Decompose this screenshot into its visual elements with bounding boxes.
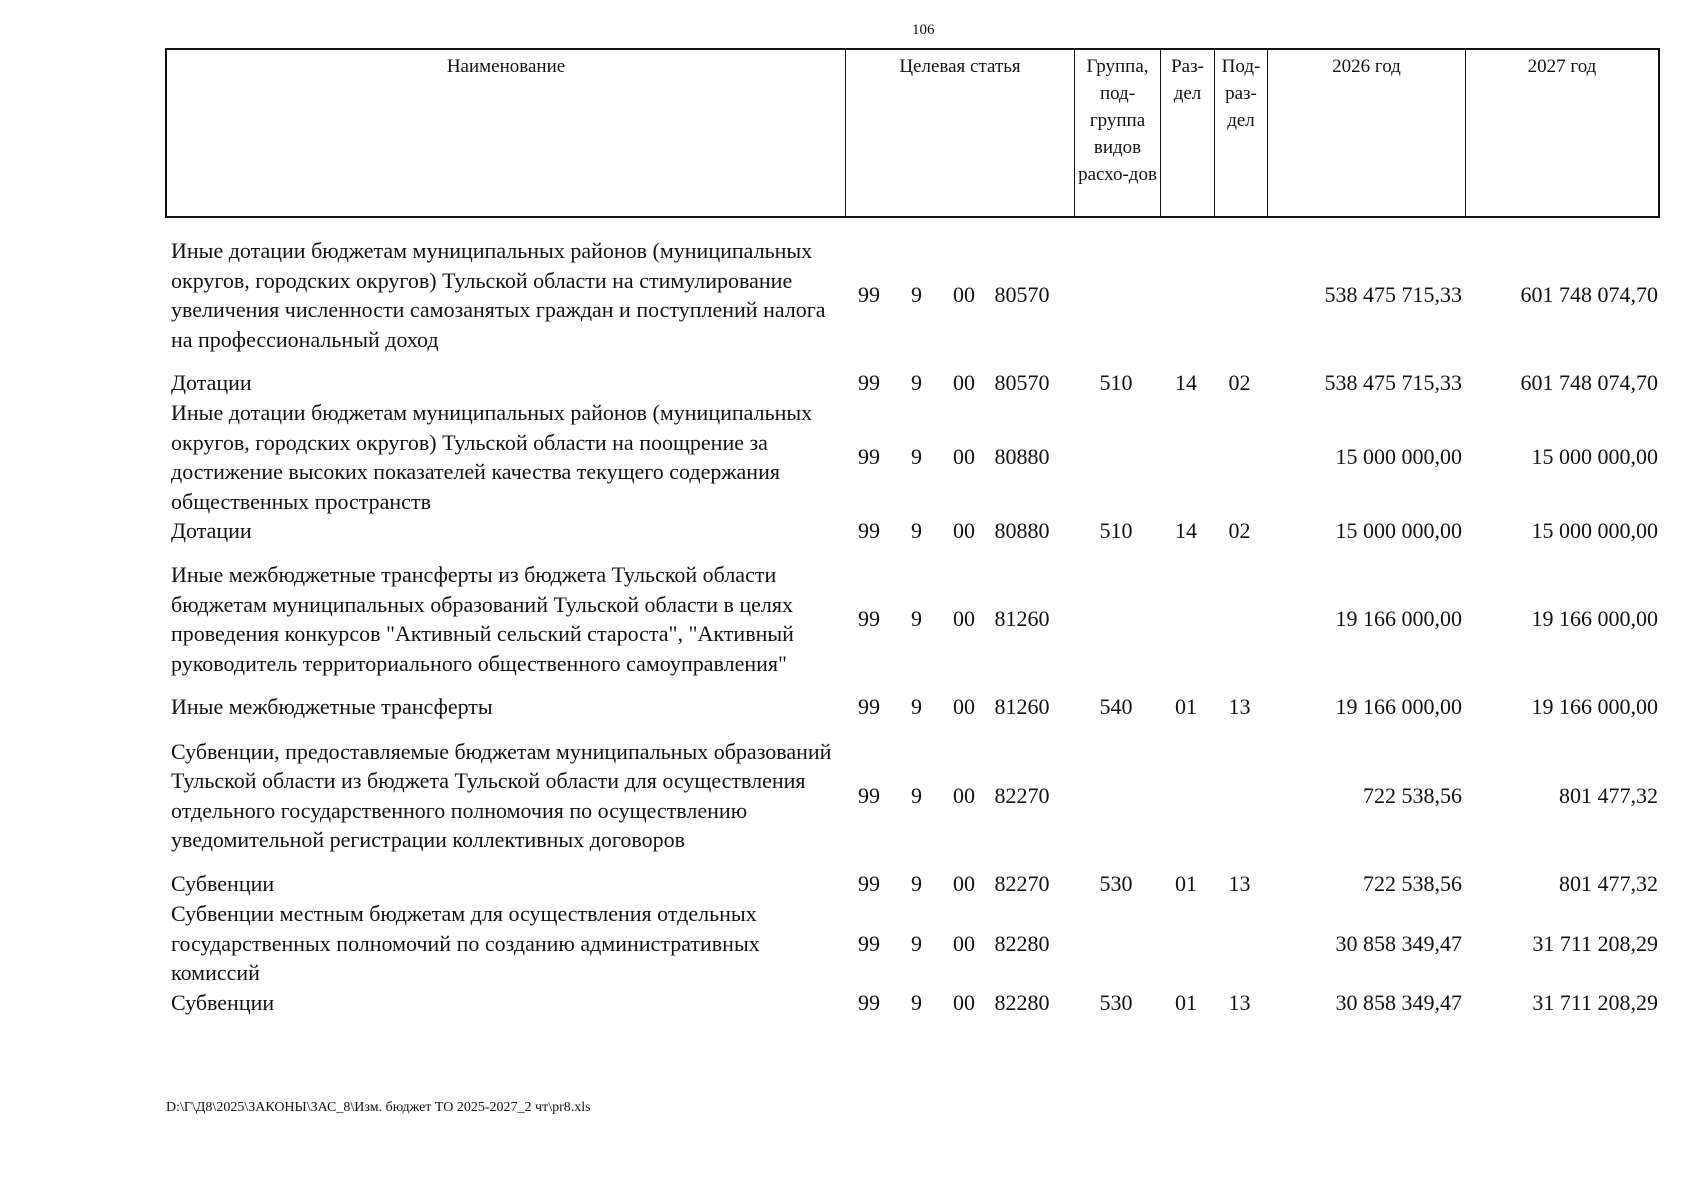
code-part: 9 [911, 990, 922, 1016]
row-amount-2026: 538 475 715,33 [1324, 282, 1462, 308]
row-amount-2027: 15 000 000,00 [1531, 518, 1658, 544]
row-name: Субвенции, предоставляемые бюджетам муниципальных образований Тульской области из бюджета Тульской области для осуществления отдельного государственного полномочия по осуществлению уведомительной регистрации коллективных договоров [171, 738, 832, 852]
header-target: Целевая статья [846, 50, 1075, 216]
row-group: 540 [1099, 694, 1133, 720]
target-code [844, 604, 1073, 634]
row-name: Иные межбюджетные трансферты [171, 694, 493, 720]
header-razdel: Раз-дел [1161, 50, 1215, 216]
table-header [165, 48, 1660, 218]
target-code [844, 280, 1073, 310]
code-part: 00 [953, 990, 975, 1016]
target-code [844, 781, 1073, 811]
row-name: Иные дотации бюджетам муниципальных районов (муниципальных округов, городских округов) Тульской области на поощрение за достижение высоких показателей качества текущего содержания общественных пространств [171, 400, 813, 514]
row-podrazdel: 02 [1228, 370, 1251, 396]
row-amount-2026: 722 538,56 [1363, 782, 1462, 808]
code-part: 9 [911, 370, 922, 396]
target-code [844, 516, 1073, 546]
code-part: 9 [911, 782, 922, 808]
row-group: 530 [1099, 990, 1133, 1016]
row-name: Субвенции [171, 990, 275, 1016]
row-amount-2027: 31 711 208,29 [1532, 930, 1658, 956]
code-part: 82280 [994, 930, 1050, 956]
row-podrazdel: 13 [1228, 871, 1251, 897]
row-podrazdel: 02 [1228, 518, 1251, 544]
code-part: 99 [858, 444, 880, 470]
target-code [844, 988, 1073, 1018]
code-part: 9 [911, 518, 922, 544]
row-razdel: 01 [1175, 990, 1197, 1016]
page-number: 106 [912, 22, 935, 38]
row-amount-2026: 19 166 000,00 [1335, 606, 1462, 632]
row-amount-2026: 19 166 000,00 [1335, 694, 1462, 720]
row-amount-2026: 15 000 000,00 [1335, 518, 1462, 544]
table-row [165, 722, 1660, 869]
code-part: 9 [911, 694, 922, 720]
code-part: 00 [953, 444, 975, 470]
code-part: 9 [911, 444, 922, 470]
code-part: 99 [858, 606, 880, 632]
row-podrazdel: 13 [1228, 990, 1251, 1016]
table-row [165, 869, 1660, 899]
table-row [165, 368, 1660, 398]
code-part: 99 [858, 930, 880, 956]
header-group: Группа, под-группа видов расхо-дов [1075, 50, 1161, 216]
code-part: 80880 [994, 444, 1050, 470]
table-row [165, 988, 1660, 1018]
code-part: 9 [911, 606, 922, 632]
row-group: 530 [1099, 871, 1133, 897]
table-row [165, 236, 1660, 354]
code-part: 99 [858, 871, 880, 897]
code-part: 00 [953, 694, 975, 720]
table-row [165, 899, 1660, 988]
row-amount-2026: 722 538,56 [1363, 871, 1462, 897]
target-code [844, 442, 1073, 472]
code-part: 82280 [994, 990, 1050, 1016]
code-part: 80880 [994, 518, 1050, 544]
row-amount-2027: 19 166 000,00 [1531, 606, 1658, 632]
row-amount-2027: 801 477,32 [1559, 782, 1658, 808]
row-podrazdel: 13 [1228, 694, 1251, 720]
row-amount-2027: 19 166 000,00 [1531, 694, 1658, 720]
target-code [844, 929, 1073, 959]
file-path-footer: D:\Г\Д8\2025\ЗАКОНЫ\ЗАС_8\Изм. бюджет ТО 2025-2027_2 чт\pr8.xls [166, 1100, 591, 1115]
row-amount-2027: 601 748 074,70 [1520, 370, 1658, 396]
row-razdel: 01 [1175, 871, 1197, 897]
code-part: 99 [858, 990, 880, 1016]
code-part: 00 [953, 370, 975, 396]
row-amount-2027: 15 000 000,00 [1531, 444, 1658, 470]
target-code [844, 692, 1073, 722]
row-razdel: 01 [1175, 694, 1197, 720]
row-name: Субвенции местным бюджетам для осуществления отдельных государственных полномочий по созданию административных комиссий [171, 901, 760, 986]
header-podrazdel: Под-раз-дел [1215, 50, 1268, 216]
header-year-2026: 2026 год [1268, 50, 1466, 216]
table-row [165, 692, 1660, 722]
row-group: 510 [1099, 370, 1133, 396]
code-part: 99 [858, 518, 880, 544]
target-code [844, 869, 1073, 899]
row-razdel: 14 [1175, 518, 1197, 544]
table-row [165, 560, 1660, 678]
code-part: 00 [953, 871, 975, 897]
table-row [165, 516, 1660, 546]
row-name: Субвенции [171, 871, 275, 897]
code-part: 82270 [994, 871, 1050, 897]
row-amount-2026: 30 858 349,47 [1335, 930, 1462, 956]
code-part: 99 [858, 282, 880, 308]
code-part: 00 [953, 782, 975, 808]
row-group: 510 [1099, 518, 1133, 544]
header-name: Наименование [167, 50, 846, 216]
code-part: 82270 [994, 782, 1050, 808]
code-part: 9 [911, 282, 922, 308]
row-amount-2026: 15 000 000,00 [1335, 444, 1462, 470]
code-part: 00 [953, 518, 975, 544]
code-part: 80570 [994, 282, 1050, 308]
code-part: 9 [911, 930, 922, 956]
code-part: 99 [858, 782, 880, 808]
code-part: 80570 [994, 370, 1050, 396]
code-part: 00 [953, 930, 975, 956]
row-amount-2027: 601 748 074,70 [1520, 282, 1658, 308]
code-part: 81260 [994, 606, 1050, 632]
row-razdel: 14 [1175, 370, 1197, 396]
table-row [165, 398, 1660, 516]
row-amount-2027: 801 477,32 [1559, 871, 1658, 897]
row-amount-2026: 30 858 349,47 [1335, 990, 1462, 1016]
target-code [844, 368, 1073, 398]
code-part: 00 [953, 606, 975, 632]
row-name: Иные дотации бюджетам муниципальных районов (муниципальных округов, городских округов) Тульской области на стимулирование увеличения численности самозанятых граждан и поступлений налога на профессиональный доход [171, 238, 826, 352]
row-name: Дотации [171, 518, 252, 544]
code-part: 99 [858, 370, 880, 396]
row-amount-2026: 538 475 715,33 [1324, 370, 1462, 396]
header-year-2027: 2027 год [1527, 56, 1597, 77]
row-name: Иные межбюджетные трансферты из бюджета Тульской области бюджетам муниципальных образований Тульской области в целях проведения конкурсов "Активный сельский староста", "Активный руководитель территориального общественного самоуправления" [171, 562, 794, 676]
row-amount-2027: 31 711 208,29 [1532, 990, 1658, 1016]
code-part: 9 [911, 871, 922, 897]
code-part: 00 [953, 282, 975, 308]
code-part: 81260 [994, 694, 1050, 720]
code-part: 99 [858, 694, 880, 720]
row-name: Дотации [171, 370, 252, 396]
